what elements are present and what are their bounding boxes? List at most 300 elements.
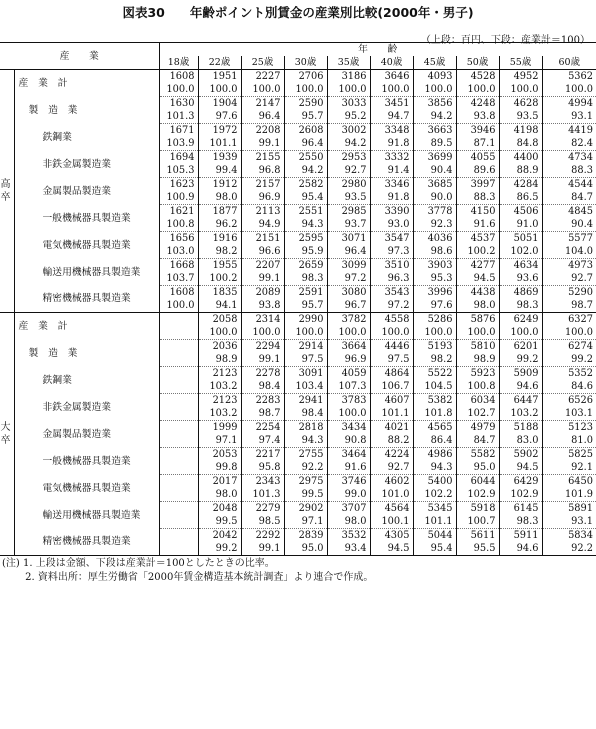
index-cell: 97.1 — [284, 515, 327, 529]
amount-cell: 4845 — [542, 205, 596, 219]
index-cell: 94.6 — [499, 380, 542, 394]
index-cell: 96.8 — [241, 164, 284, 178]
index-cell: 94.1 — [198, 299, 241, 313]
index-cell: 100.0 — [370, 83, 413, 97]
index-cell: 90.4 — [413, 164, 456, 178]
amount-cell: 2283 — [241, 394, 284, 408]
index-cell: 93.5 — [327, 191, 370, 205]
amount-cell: 2089 — [241, 286, 284, 300]
index-cell: 92.7 — [542, 272, 596, 286]
index-cell: 84.6 — [542, 380, 596, 394]
amount-cell: 3071 — [327, 232, 370, 246]
index-cell: 100.0 — [198, 326, 241, 340]
amount-cell: 6249 — [499, 313, 542, 327]
amount-cell: 5051 — [499, 232, 542, 246]
amount-cell: 2254 — [241, 421, 284, 435]
index-cell: 96.7 — [327, 299, 370, 313]
index-cell: 103.0 — [159, 245, 198, 259]
amount-cell: 5876 — [456, 313, 499, 327]
amount-cell: 4869 — [499, 286, 542, 300]
index-cell: 96.4 — [241, 110, 284, 124]
index-cell: 96.9 — [327, 353, 370, 367]
index-cell: 86.4 — [413, 434, 456, 448]
amount-cell: 4305 — [370, 529, 413, 543]
index-cell: 88.3 — [456, 191, 499, 205]
amount-cell: 5286 — [413, 313, 456, 327]
amount-cell: 3346 — [370, 178, 413, 192]
amount-cell: 4864 — [370, 367, 413, 381]
index-cell: 98.2 — [198, 245, 241, 259]
amount-cell: 2157 — [241, 178, 284, 192]
amount-cell: 2227 — [241, 70, 284, 84]
index-cell: 97.2 — [370, 299, 413, 313]
index-cell: 103.2 — [198, 407, 241, 421]
amount-cell: 4602 — [370, 475, 413, 489]
amount-cell: 5382 — [413, 394, 456, 408]
amount-cell: 2590 — [284, 97, 327, 111]
amount-cell: 5923 — [456, 367, 499, 381]
amount-cell: 3746 — [327, 475, 370, 489]
index-cell — [159, 380, 198, 394]
amount-cell: 3080 — [327, 286, 370, 300]
industry-name: 鉄鋼業 — [14, 124, 159, 151]
index-cell: 100.0 — [241, 83, 284, 97]
amount-cell: 4734 — [542, 151, 596, 165]
amount-cell: 4607 — [370, 394, 413, 408]
industry-name: 製 造 業 — [14, 340, 159, 367]
index-cell: 101.1 — [370, 407, 413, 421]
index-cell: 99.5 — [198, 515, 241, 529]
index-cell: 94.6 — [499, 542, 542, 556]
index-cell: 90.0 — [413, 191, 456, 205]
index-cell: 101.8 — [413, 407, 456, 421]
amount-cell: 2279 — [241, 502, 284, 516]
amount-cell: 5582 — [456, 448, 499, 462]
index-cell: 98.6 — [413, 245, 456, 259]
amount-cell: 2113 — [241, 205, 284, 219]
index-cell: 98.4 — [241, 380, 284, 394]
index-cell: 94.2 — [284, 164, 327, 178]
amount-cell: 4986 — [413, 448, 456, 462]
amount-cell: 2551 — [284, 205, 327, 219]
index-cell: 100.8 — [456, 380, 499, 394]
index-cell: 98.5 — [241, 515, 284, 529]
age-column-header: 22歳 — [198, 56, 241, 70]
amount-cell: 2706 — [284, 70, 327, 84]
industry-name: 非鉄金属製造業 — [14, 151, 159, 178]
index-cell: 94.5 — [370, 542, 413, 556]
amount-cell: 4952 — [499, 70, 542, 84]
table-row — [0, 502, 596, 516]
index-cell: 84.8 — [499, 137, 542, 151]
amount-cell: 3033 — [327, 97, 370, 111]
amount-cell: 4628 — [499, 97, 542, 111]
age-column-header: 30歳 — [284, 56, 327, 70]
amount-cell: 4979 — [456, 421, 499, 435]
index-cell: 98.4 — [284, 407, 327, 421]
amount-cell: 6201 — [499, 340, 542, 354]
amount-cell: 4537 — [456, 232, 499, 246]
table-body — [0, 70, 596, 556]
amount-cell: 1951 — [198, 70, 241, 84]
index-cell: 100.2 — [456, 245, 499, 259]
index-cell: 97.5 — [370, 353, 413, 367]
amount-cell: 5911 — [499, 529, 542, 543]
table-row — [0, 340, 596, 354]
index-cell: 91.8 — [370, 137, 413, 151]
amount-cell: 3997 — [456, 178, 499, 192]
amount-cell: 2343 — [241, 475, 284, 489]
index-cell: 100.1 — [370, 515, 413, 529]
amount-cell: 2591 — [284, 286, 327, 300]
index-cell: 99.2 — [542, 353, 596, 367]
amount-cell: 2058 — [198, 313, 241, 327]
amount-cell: 1671 — [169, 125, 195, 136]
amount-cell: 4558 — [370, 313, 413, 327]
index-cell: 95.5 — [456, 542, 499, 556]
index-cell: 102.9 — [456, 488, 499, 502]
amount-cell: 5345 — [413, 502, 456, 516]
index-cell: 98.3 — [499, 515, 542, 529]
index-cell: 95.0 — [284, 542, 327, 556]
index-cell: 99.1 — [241, 542, 284, 556]
amount-cell: 2217 — [241, 448, 284, 462]
amount-cell: 6447 — [499, 394, 542, 408]
amount-cell: 4284 — [499, 178, 542, 192]
amount-cell: 3434 — [327, 421, 370, 435]
amount-cell: 5362 — [542, 70, 596, 84]
amount-cell — [159, 394, 198, 408]
amount-cell: 2208 — [241, 124, 284, 138]
amount-cell: 2755 — [284, 448, 327, 462]
index-cell: 95.9 — [284, 245, 327, 259]
industry-name: 非鉄金属製造業 — [14, 394, 159, 421]
index-cell: 93.4 — [327, 542, 370, 556]
amount-cell: 5522 — [413, 367, 456, 381]
amount-cell: 3532 — [327, 529, 370, 543]
index-cell — [159, 353, 198, 367]
amount-cell: 4036 — [413, 232, 456, 246]
amount-cell: 5834 — [542, 529, 596, 543]
index-cell: 102.9 — [499, 488, 542, 502]
index-cell: 100.7 — [456, 515, 499, 529]
amount-cell: 6034 — [456, 394, 499, 408]
amount-cell: 2839 — [284, 529, 327, 543]
amount-cell: 2278 — [241, 367, 284, 381]
amount-cell — [159, 448, 198, 462]
amount-cell: 3663 — [413, 124, 456, 138]
age-column-header: 55歳 — [499, 56, 542, 70]
index-cell — [159, 407, 198, 421]
amount-cell: 3451 — [370, 97, 413, 111]
industry-name: 一般機械器具製造業 — [14, 205, 159, 232]
index-cell: 105.3 — [159, 164, 198, 178]
index-cell — [159, 326, 198, 340]
amount-cell: 1955 — [198, 259, 241, 273]
amount-cell: 6044 — [456, 475, 499, 489]
industry-name: 金属製品製造業 — [14, 178, 159, 205]
industry-name: 電気機械器具製造業 — [14, 475, 159, 502]
amount-cell: 3332 — [370, 151, 413, 165]
amount-cell: 4059 — [327, 367, 370, 381]
index-cell: 104.0 — [542, 245, 596, 259]
amount-cell: 4544 — [542, 178, 596, 192]
index-cell: 101.3 — [159, 110, 198, 124]
index-cell: 98.0 — [198, 488, 241, 502]
index-cell: 96.4 — [284, 137, 327, 151]
amount-cell: 1656 — [169, 233, 195, 244]
index-cell: 93.0 — [370, 218, 413, 232]
index-cell: 91.6 — [327, 461, 370, 475]
index-cell: 100.0 — [542, 326, 596, 340]
amount-cell: 4994 — [542, 97, 596, 111]
industry-header: 産 業 — [0, 43, 159, 70]
index-cell: 98.3 — [499, 299, 542, 313]
index-cell: 93.8 — [456, 110, 499, 124]
index-cell: 89.5 — [413, 137, 456, 151]
amount-cell: 1608 — [169, 287, 195, 298]
index-cell: 98.0 — [198, 191, 241, 205]
amount-cell: 2990 — [284, 313, 327, 327]
table-row — [0, 529, 596, 543]
index-cell: 91.4 — [370, 164, 413, 178]
note-1: (注) 1. 上段は金額、下段は産業計＝100としたときの比率。 — [2, 558, 275, 569]
index-cell: 92.2 — [284, 461, 327, 475]
amount-cell: 1694 — [169, 152, 195, 163]
amount-cell — [159, 529, 198, 543]
amount-cell: 1877 — [198, 205, 241, 219]
amount-cell: 5902 — [499, 448, 542, 462]
amount-cell: 1939 — [198, 151, 241, 165]
amount-cell: 2902 — [284, 502, 327, 516]
amount-cell: 4150 — [456, 205, 499, 219]
index-cell: 98.0 — [327, 515, 370, 529]
amount-cell: 2155 — [241, 151, 284, 165]
amount-cell: 2980 — [327, 178, 370, 192]
index-cell: 103.1 — [542, 407, 596, 421]
amount-cell: 1999 — [198, 421, 241, 435]
index-cell: 94.2 — [413, 110, 456, 124]
amount-cell: 3782 — [327, 313, 370, 327]
index-cell: 82.4 — [542, 137, 596, 151]
index-cell: 104.5 — [413, 380, 456, 394]
index-cell: 95.8 — [241, 461, 284, 475]
amount-cell: 6145 — [499, 502, 542, 516]
table-row — [0, 70, 596, 84]
index-cell: 97.2 — [327, 272, 370, 286]
index-cell: 97.4 — [241, 434, 284, 448]
industry-name: 輸送用機械器具製造業 — [14, 502, 159, 529]
amount-cell: 2053 — [198, 448, 241, 462]
index-cell: 95.4 — [413, 542, 456, 556]
index-cell: 100.0 — [413, 83, 456, 97]
index-cell: 91.8 — [370, 191, 413, 205]
index-cell: 99.1 — [241, 272, 284, 286]
index-cell: 99.0 — [327, 488, 370, 502]
table-row — [0, 151, 596, 165]
amount-cell: 5044 — [413, 529, 456, 543]
amount-cell: 3903 — [413, 259, 456, 273]
amount-cell: 5188 — [499, 421, 542, 435]
education-group-label: 高卒 — [0, 70, 14, 313]
amount-cell: 5810 — [456, 340, 499, 354]
index-cell: 89.6 — [456, 164, 499, 178]
index-cell: 100.0 — [327, 326, 370, 340]
index-cell: 94.3 — [284, 218, 327, 232]
amount-cell: 2042 — [198, 529, 241, 543]
index-cell: 100.0 — [159, 299, 198, 313]
amount-cell: 5400 — [413, 475, 456, 489]
amount-cell: 5193 — [413, 340, 456, 354]
amount-cell: 4198 — [499, 124, 542, 138]
amount-cell: 4528 — [456, 70, 499, 84]
amount-cell: 1972 — [198, 124, 241, 138]
index-cell: 93.8 — [241, 299, 284, 313]
index-cell: 97.5 — [284, 353, 327, 367]
table-row — [0, 448, 596, 462]
index-cell: 99.2 — [499, 353, 542, 367]
amount-cell: 3186 — [327, 70, 370, 84]
index-cell: 100.0 — [413, 326, 456, 340]
amount-cell — [159, 313, 198, 327]
table-row — [0, 367, 596, 381]
index-cell — [159, 542, 198, 556]
amount-cell: 3996 — [413, 286, 456, 300]
index-cell: 95.3 — [413, 272, 456, 286]
amount-cell: 2953 — [327, 151, 370, 165]
index-cell: 96.9 — [241, 191, 284, 205]
amount-cell: 2147 — [241, 97, 284, 111]
amount-cell — [159, 367, 198, 381]
index-cell: 99.1 — [241, 137, 284, 151]
age-column-header: 45歳 — [413, 56, 456, 70]
amount-cell — [159, 502, 198, 516]
index-cell: 84.7 — [456, 434, 499, 448]
index-cell: 95.7 — [284, 110, 327, 124]
table-row — [0, 259, 596, 273]
amount-cell: 3464 — [327, 448, 370, 462]
index-cell: 100.2 — [198, 272, 241, 286]
industry-name: 製 造 業 — [14, 97, 159, 124]
index-cell: 96.6 — [241, 245, 284, 259]
industry-name: 一般機械器具製造業 — [14, 448, 159, 475]
amount-cell: 3856 — [413, 97, 456, 111]
table-row — [0, 286, 596, 300]
index-cell: 103.2 — [198, 380, 241, 394]
amount-cell: 2941 — [284, 394, 327, 408]
index-cell: 84.7 — [542, 191, 596, 205]
amount-cell: 2123 — [198, 394, 241, 408]
index-cell: 91.0 — [499, 218, 542, 232]
amount-cell: 4438 — [456, 286, 499, 300]
index-cell: 106.7 — [370, 380, 413, 394]
amount-cell: 4973 — [542, 259, 596, 273]
index-cell: 99.4 — [198, 164, 241, 178]
index-cell: 97.3 — [370, 245, 413, 259]
index-cell: 83.0 — [499, 434, 542, 448]
industry-name: 金属製品製造業 — [14, 421, 159, 448]
amount-cell: 6327 — [542, 313, 596, 327]
index-cell: 101.9 — [542, 488, 596, 502]
index-cell: 88.3 — [542, 164, 596, 178]
table-row — [0, 421, 596, 435]
amount-cell: 1623 — [169, 179, 195, 190]
index-cell: 102.2 — [413, 488, 456, 502]
index-cell: 96.3 — [370, 272, 413, 286]
amount-cell: 4419 — [542, 124, 596, 138]
amount-cell: 3707 — [327, 502, 370, 516]
index-cell: 95.0 — [456, 461, 499, 475]
page-title: 図表30 年齢ポイント別賃金の産業別比較(2000年・男子) — [122, 5, 474, 20]
index-cell: 100.0 — [499, 326, 542, 340]
table-row — [0, 178, 596, 192]
index-cell: 95.7 — [284, 299, 327, 313]
amount-cell: 2207 — [241, 259, 284, 273]
amount-cell: 6526 — [542, 394, 596, 408]
amount-cell: 3002 — [327, 124, 370, 138]
index-cell: 96.2 — [198, 218, 241, 232]
industry-name: 鉄鋼業 — [14, 367, 159, 394]
industry-name: 電気機械器具製造業 — [14, 232, 159, 259]
amount-cell: 3348 — [370, 124, 413, 138]
amount-cell: 1916 — [198, 232, 241, 246]
age-column-header: 40歳 — [370, 56, 413, 70]
index-cell: 101.0 — [370, 488, 413, 502]
amount-cell: 2294 — [241, 340, 284, 354]
amount-cell: 2985 — [327, 205, 370, 219]
index-cell: 99.2 — [198, 542, 241, 556]
amount-cell: 2608 — [284, 124, 327, 138]
index-cell: 100.0 — [327, 407, 370, 421]
index-cell: 98.0 — [456, 299, 499, 313]
wage-comparison-table — [0, 42, 596, 556]
amount-cell: 3685 — [413, 178, 456, 192]
amount-cell: 1608 — [169, 71, 195, 82]
index-cell: 100.9 — [159, 191, 198, 205]
index-cell: 100.8 — [159, 218, 198, 232]
note-2: 2. 資料出所：厚生労働省「2000年賃金構造基本統計調査」より連合で作成。 — [2, 572, 374, 583]
amount-cell: 5123 — [542, 421, 596, 435]
index-cell: 101.1 — [198, 137, 241, 151]
amount-cell: 1835 — [198, 286, 241, 300]
index-cell: 94.2 — [327, 137, 370, 151]
education-group-label: 大卒 — [0, 313, 14, 556]
index-cell: 102.0 — [499, 245, 542, 259]
index-cell: 103.2 — [499, 407, 542, 421]
age-column-header: 18歳 — [159, 56, 198, 70]
amount-cell — [159, 340, 198, 354]
index-cell: 100.0 — [499, 83, 542, 97]
index-cell: 100.0 — [241, 326, 284, 340]
index-cell: 107.3 — [327, 380, 370, 394]
index-cell: 96.4 — [327, 245, 370, 259]
index-cell: 86.5 — [499, 191, 542, 205]
index-cell: 97.1 — [198, 434, 241, 448]
amount-cell: 4565 — [413, 421, 456, 435]
index-cell: 91.6 — [456, 218, 499, 232]
index-cell: 92.7 — [370, 461, 413, 475]
amount-cell: 1668 — [169, 260, 195, 271]
index-cell: 90.8 — [327, 434, 370, 448]
notes — [2, 557, 373, 585]
index-cell: 93.5 — [499, 110, 542, 124]
industry-name: 産 業 計 — [14, 70, 159, 97]
amount-cell: 4634 — [499, 259, 542, 273]
amount-cell: 3543 — [370, 286, 413, 300]
amount-cell: 4506 — [499, 205, 542, 219]
index-cell: 101.3 — [241, 488, 284, 502]
index-cell: 99.1 — [241, 353, 284, 367]
